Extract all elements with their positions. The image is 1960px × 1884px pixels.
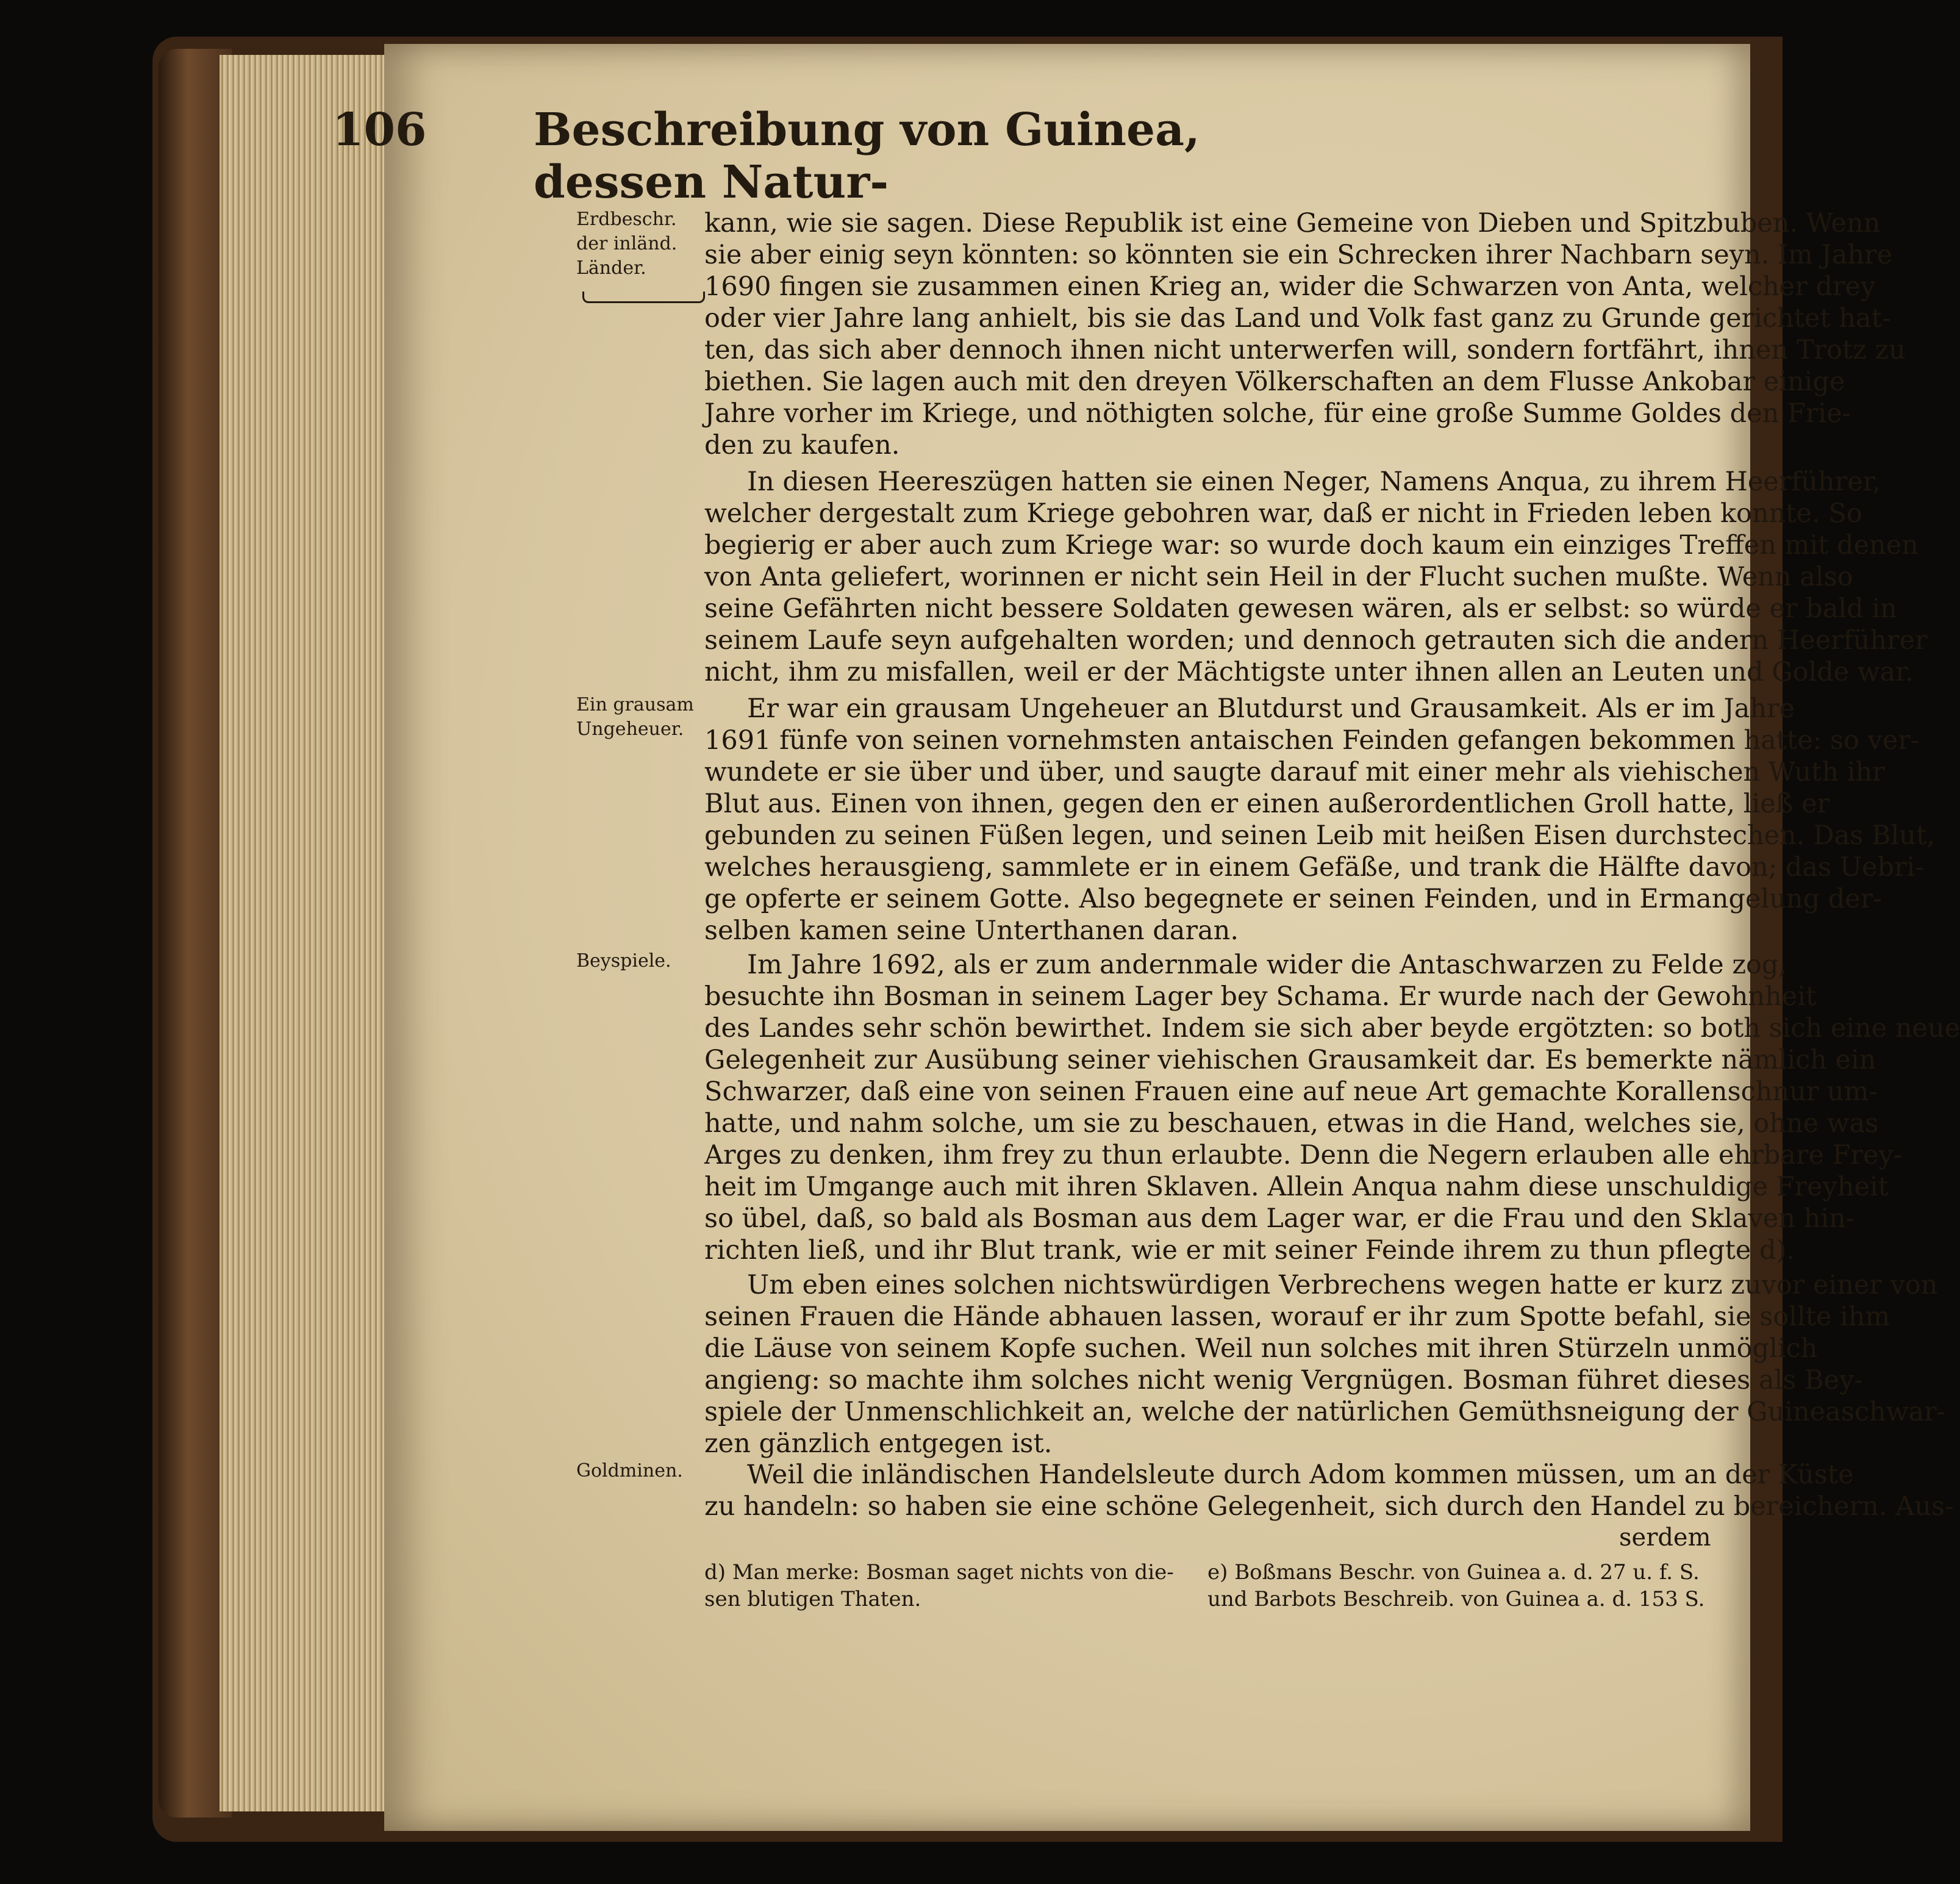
text-line: Im Jahre 1692, als er zum andernmale wider die Antaschwarzen zu Felde zog, bbox=[747, 950, 1787, 980]
text-line: die Läuse von seinem Kopfe suchen. Weil nun solches mit ihren Stürzeln unmöglich bbox=[704, 1333, 1818, 1364]
text-line: Arges zu denken, ihm frey zu thun erlaubte. Denn die Negern erlauben alle ehrbare Frey- bbox=[704, 1140, 1903, 1170]
text-line: zen gänzlich entgegen ist. bbox=[704, 1428, 1053, 1459]
paragraph bbox=[704, 1459, 1954, 1522]
paragraph bbox=[704, 1269, 1946, 1460]
text-line: so übel, daß, so bald als Bosman aus dem Lager war, er die Frau und den Sklaven hin- bbox=[704, 1203, 1855, 1234]
catchword: serdem bbox=[1619, 1524, 1711, 1552]
text-line: nicht, ihm zu misfallen, weil er der Mächtigste unter ihnen allen an Leuten und Golde war. bbox=[704, 657, 1914, 687]
margin-note-line: Beyspiele. bbox=[576, 950, 671, 972]
text-line: ten, das sich aber dennoch ihnen nicht unterwerfen will, sondern fortfährt, ihnen Trotz zu bbox=[704, 335, 1906, 365]
margin-note-line: Erdbeschr. bbox=[576, 209, 677, 230]
footnote-left bbox=[704, 1559, 1174, 1613]
margin-note-line: der inländ. bbox=[576, 233, 678, 254]
text-line: von Anta geliefert, worinnen er nicht sein Heil in der Flucht suchen mußte. Wenn also bbox=[704, 562, 1853, 592]
text-line: Schwarzer, daß eine von seinen Frauen eine auf neue Art gemachte Korallenschnur um- bbox=[704, 1076, 1878, 1107]
paragraph bbox=[704, 949, 1960, 1266]
page-edges bbox=[220, 55, 384, 1811]
margin-note-line: Länder. bbox=[576, 257, 646, 279]
text-line: sie aber einig seyn könnten: so könnten sie ein Schrecken ihrer Nachbarn seyn. Im Jahre bbox=[704, 240, 1893, 270]
text-line: Er war ein grausam Ungeheuer an Blutdurst und Grausamkeit. Als er im Jahre bbox=[747, 693, 1795, 724]
text-line: ge opferte er seinem Gotte. Also begegnete er seinen Feinden, und in Ermangelung der- bbox=[704, 884, 1882, 914]
text-line: wundete er sie über und über, und saugte darauf mit einer mehr als viehischen Wuth ihr bbox=[704, 757, 1885, 787]
footnote-line: sen blutigen Thaten. bbox=[704, 1587, 921, 1611]
text-line: richten ließ, und ihr Blut trank, wie er mit seiner Feinde ihrem zu thun pflegte d). bbox=[704, 1235, 1795, 1266]
text-line: gebunden zu seinen Füßen legen, und seinen Leib mit heißen Eisen durchstechen. Das Blut, bbox=[704, 820, 1935, 851]
text-line: 1691 fünfe von seinen vornehmsten antaischen Feinden gefangen bekommen hatte: so ver- bbox=[704, 725, 1920, 756]
text-line: Um eben eines solchen nichtswürdigen Verbrechens wegen hatte er kurz zuvor einer von bbox=[747, 1270, 1938, 1300]
margin-note bbox=[576, 207, 704, 281]
text-line: Gelegenheit zur Ausübung seiner viehischen Grausamkeit dar. Es bemerkte nämlich ein bbox=[704, 1045, 1876, 1075]
text-line: selben kamen seine Unterthanen daran. bbox=[704, 915, 1239, 946]
text-line: seinen Frauen die Hände abhauen lassen, worauf er ihr zum Spotte befahl, sie sollte ihm bbox=[704, 1302, 1890, 1332]
text-line: In diesen Heereszügen hatten sie einen Neger, Namens Anqua, zu ihrem Heerführer, bbox=[747, 467, 1881, 497]
text-line: den zu kaufen. bbox=[704, 430, 900, 460]
text-line: des Landes sehr schön bewirthet. Indem sie sich aber beyde ergötzten: so both sich eine neue bbox=[704, 1013, 1960, 1044]
running-head: Beschreibung von Guinea, dessen Natur- bbox=[534, 104, 1200, 209]
footnote-right bbox=[1207, 1559, 1704, 1613]
text-line: besuchte ihn Bosman in seinem Lager bey Schama. Er wurde nach der Gewohnheit bbox=[704, 981, 1817, 1012]
text-line: Jahre vorher im Kriege, und nöthigten solche, für eine große Summe Goldes den Frie- bbox=[704, 398, 1851, 429]
text-line: welches herausgieng, sammlete er in einem Gefäße, und trank die Hälfte davon; das Uebri- bbox=[704, 852, 1924, 883]
text-line: oder vier Jahre lang anhielt, bis sie das Land und Volk fast ganz zu Grunde gerichtet hat- bbox=[704, 303, 1891, 334]
text-line: hatte, und nahm solche, um sie zu beschauen, etwas in die Hand, welches sie, ohne was bbox=[704, 1108, 1879, 1139]
text-line: spiele der Unmenschlichkeit an, welche der natürlichen Gemüthsneigung der Guineaschwar- bbox=[704, 1397, 1946, 1427]
footnote-line: und Barbots Beschreib. von Guinea a. d. 153 S. bbox=[1207, 1587, 1705, 1611]
margin-note-line: Goldminen. bbox=[576, 1460, 683, 1481]
footnote-line: e) Boßmans Beschr. von Guinea a. d. 27 u. f. S. bbox=[1207, 1560, 1700, 1585]
paragraph bbox=[704, 693, 1935, 947]
text-line: Weil die inländischen Handelsleute durch Adom kommen müssen, um an der Küste bbox=[747, 1460, 1854, 1490]
margin-note bbox=[576, 1459, 704, 1483]
margin-note bbox=[576, 693, 704, 742]
margin-note-line: Ein grausam bbox=[576, 694, 694, 715]
text-line: heit im Umgange auch mit ihren Sklaven. Allein Anqua nahm diese unschuldige Freyheit bbox=[704, 1172, 1889, 1202]
text-line: 1690 fingen sie zusammen einen Krieg an, wider die Schwarzen von Anta, welcher drey bbox=[704, 271, 1876, 302]
paragraph bbox=[704, 466, 1928, 688]
margin-bracket bbox=[582, 292, 705, 303]
text-line: seinem Laufe seyn aufgehalten worden; und dennoch getrauten sich die andern Heerführer bbox=[704, 625, 1928, 656]
margin-note bbox=[576, 949, 704, 973]
margin-note-line: Ungeheuer. bbox=[576, 718, 684, 740]
text-line: angieng: so machte ihm solches nicht wenig Vergnügen. Bosman führet dieses als Bey- bbox=[704, 1365, 1863, 1395]
text-line: seine Gefährten nicht bessere Soldaten gewesen wären, als er selbst: so würde er bald in bbox=[704, 593, 1897, 624]
page-header bbox=[332, 104, 1369, 209]
paragraph bbox=[704, 207, 1906, 461]
text-line: kann, wie sie sagen. Diese Republik ist eine Gemeine von Dieben und Spitzbuben. Wenn bbox=[704, 208, 1881, 238]
text-line: welcher dergestalt zum Kriege gebohren war, daß er nicht in Frieden leben konnte. So bbox=[704, 498, 1862, 529]
footnote-line: d) Man merke: Bosman saget nichts von die- bbox=[704, 1560, 1174, 1585]
text-line: begierig er aber auch zum Kriege war: so wurde doch kaum ein einziges Treffen mit denen bbox=[704, 530, 1919, 561]
page-number: 106 bbox=[332, 104, 427, 156]
text-line: Blut aus. Einen von ihnen, gegen den er einen außerordentlichen Groll hatte, ließ er bbox=[704, 789, 1830, 819]
text-line: zu handeln: so haben sie eine schöne Gelegenheit, sich durch den Handel zu bereichern. Aus- bbox=[704, 1491, 1954, 1522]
text-line: biethen. Sie lagen auch mit den dreyen Völkerschaften an dem Flusse Ankobar einige bbox=[704, 367, 1845, 397]
